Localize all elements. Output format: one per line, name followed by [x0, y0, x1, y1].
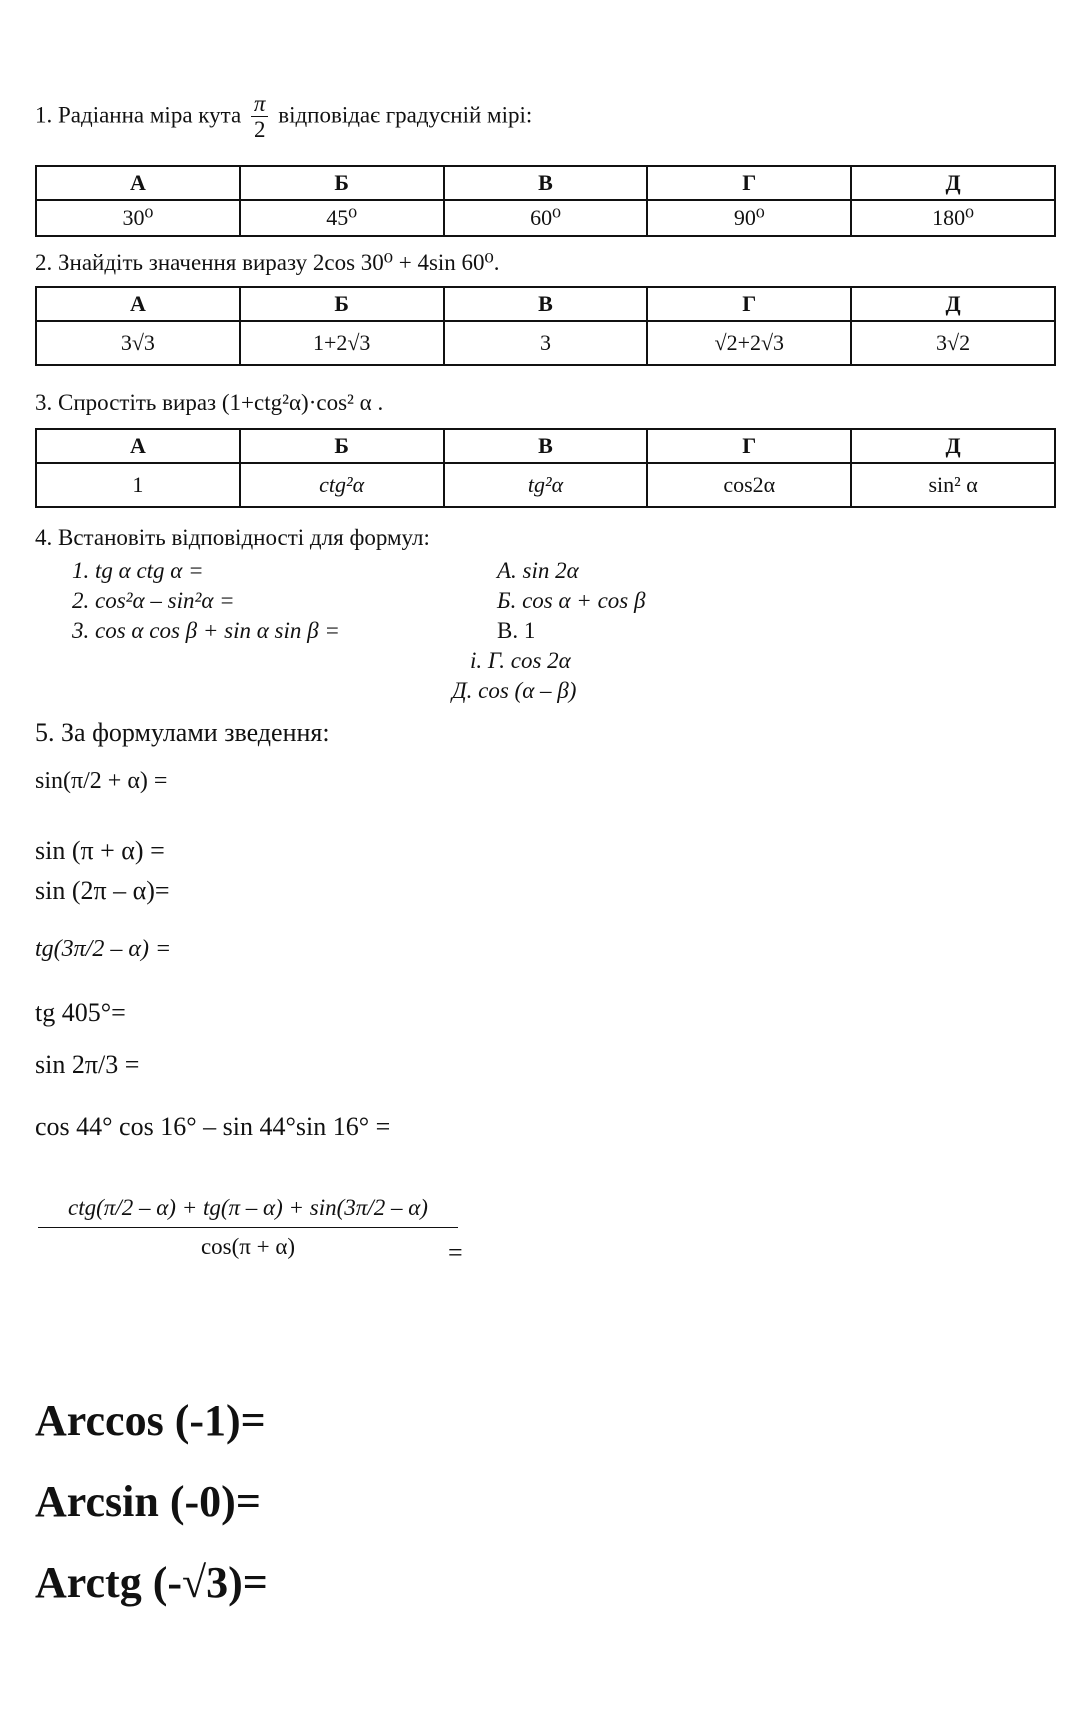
- table-cell: tg²α: [444, 463, 648, 507]
- formula: tg(3π/2 – α) =: [35, 936, 172, 962]
- question-5-title: 5. За формулами зведення:: [35, 718, 330, 747]
- table-header: Д: [851, 429, 1055, 463]
- table-header: Б: [240, 429, 444, 463]
- answer-table-3: [35, 428, 1056, 508]
- table-header: Г: [647, 287, 851, 321]
- list-item: А. sin 2α: [497, 558, 579, 583]
- table-header: Б: [240, 287, 444, 321]
- arctg-task: Arctg (-√3)=: [35, 1558, 268, 1607]
- table-cell: 180⁰: [851, 200, 1055, 236]
- list-item: 2. cos²α – sin²α =: [72, 588, 235, 613]
- fraction-numerator: ctg(π/2 – α) + tg(π – α) + sin(3π/2 – α): [38, 1195, 458, 1228]
- question-1-text: 1. Радіанна міра кута: [35, 102, 242, 128]
- table-header: В: [444, 166, 648, 200]
- table-header: Г: [647, 429, 851, 463]
- table-header: А: [36, 287, 240, 321]
- table-header: Б: [240, 166, 444, 200]
- table-header: А: [36, 429, 240, 463]
- table-cell: sin² α: [851, 463, 1055, 507]
- table-header: А: [36, 166, 240, 200]
- table-cell: 45⁰: [240, 200, 444, 236]
- table-cell: 3√3: [36, 321, 240, 365]
- table-header: Д: [851, 287, 1055, 321]
- answer-table-2: [35, 286, 1056, 366]
- table-cell: ctg²α: [240, 463, 444, 507]
- table-cell: cos2α: [647, 463, 851, 507]
- list-item: В. 1: [497, 618, 536, 643]
- question-4-title: 4. Встановіть відповідності для формул:: [35, 525, 430, 550]
- answer-table-1: [35, 165, 1056, 237]
- arcsin-task: Arcsin (-0)=: [35, 1477, 261, 1526]
- pi-over-2-fraction: $\frac{\pi}{2}$: [251, 92, 269, 142]
- formula: cos 44° cos 16° – sin 44°sin 16° =: [35, 1112, 391, 1141]
- table-cell: 60⁰: [444, 200, 648, 236]
- question-2: 2. Знайдіть значення виразу 2cos 30⁰ + 4sin 60⁰.: [35, 250, 500, 275]
- formula-text: sin(π/2 + α) =: [35, 768, 168, 794]
- fraction-equals: =: [448, 1238, 463, 1267]
- list-item: Б. cos α + cos β: [497, 588, 646, 613]
- table-header: В: [444, 429, 648, 463]
- table-cell: 30⁰: [36, 200, 240, 236]
- list-item: Д. cos (α – β): [452, 678, 577, 703]
- list-item: 1. tg α ctg α =: [72, 558, 204, 583]
- arccos-task: Arccos (-1)=: [35, 1396, 266, 1445]
- question-1-text-after: відповідає градусній мірі:: [278, 102, 533, 128]
- table-cell: 90⁰: [647, 200, 851, 236]
- table-cell: 1+2√3: [240, 321, 444, 365]
- table-cell: 1: [36, 463, 240, 507]
- list-item: i. Г. cos 2α: [470, 648, 571, 673]
- table-cell: 3√2: [851, 321, 1055, 365]
- table-header: В: [444, 287, 648, 321]
- table-header: Д: [851, 166, 1055, 200]
- list-item: 3. cos α cos β + sin α sin β =: [72, 618, 340, 643]
- compound-fraction: [38, 1195, 458, 1260]
- formula: sin (2π – α)=: [35, 876, 170, 905]
- formula: [35, 768, 167, 795]
- question-3: 3. Спростіть вираз (1+ctg²α)·cos² α .: [35, 390, 384, 415]
- formula: sin (π + α) =: [35, 836, 165, 865]
- table-header: Г: [647, 166, 851, 200]
- question-1: [35, 92, 532, 142]
- formula: sin 2π/3 =: [35, 1050, 140, 1079]
- fraction-denominator: cos(π + α): [200, 1234, 296, 1259]
- table-cell: 3: [444, 321, 648, 365]
- table-cell: √2+2√3: [647, 321, 851, 365]
- formula: tg 405°=: [35, 998, 126, 1027]
